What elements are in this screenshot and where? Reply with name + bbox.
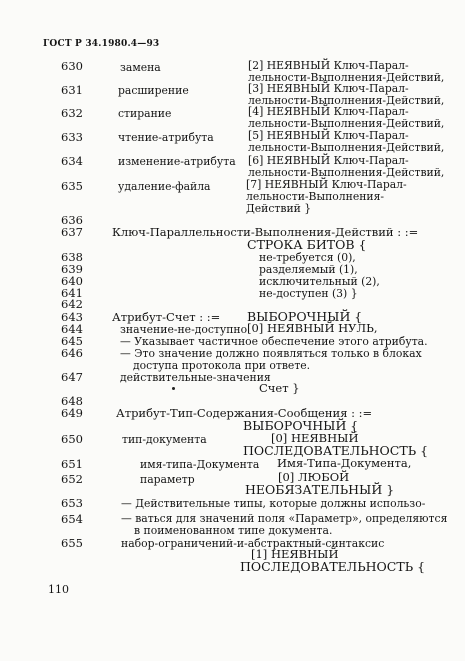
bit-value: исключительный (2), [259,275,380,288]
line-number: 649 [61,406,83,420]
line-number: 653 [61,496,83,510]
comment-text: — Это значение должно появляться только в блоках [120,347,422,360]
field-name: удаление-файла [118,180,211,193]
field-name: набор-ограничений-и-абстрактный-синтаксис [121,537,385,550]
comment-text: в поименованном типе документа. [134,524,333,537]
field-value: лельности-Выполнения- [246,190,385,203]
line-number: 631 [61,83,83,97]
line-number: 642 [61,297,83,311]
line-number: 655 [61,536,83,550]
type-definition: Ключ-Параллельности-Выполнения-Действий : := [112,225,419,239]
field-value: лельности-Выполнения-Действий, [248,94,445,107]
field-value: ПОСЛЕДОВАТЕЛЬНОСТЬ { [240,559,426,574]
field-name: действительные-значения [120,371,271,384]
bit-value: разделяемый (1), [259,263,358,276]
comment-text: — Действительные типы, которые должны использо- [121,497,426,510]
bit-value: не-требуется (0), [259,251,356,264]
page-number: 110 [48,583,69,596]
line-number: 641 [61,286,83,300]
line-number: 633 [61,130,83,144]
bullet-mark [172,387,175,390]
document-header: ГОСТ Р 34.1980.4—93 [43,39,160,49]
comment-text: — Указывает частичное обеспечение этого атрибута. [120,335,428,348]
line-number: 652 [61,472,83,486]
field-name: тип-документа [122,433,207,446]
field-value: [0] НЕЯВНЫЙ [271,431,359,445]
line-number: 651 [61,457,83,471]
field-value: [3] НЕЯВНЫЙ Ключ-Парал- [248,82,409,95]
field-value: лельности-Выполнения-Действий, [248,166,445,179]
bit-value: не-доступен (3) } [259,287,358,300]
type-definition: Атрибут-Счет : := [112,310,221,324]
field-name: стирание [118,107,172,120]
line-number: 647 [61,370,83,384]
field-name: расширение [118,84,189,97]
field-value: [2] НЕЯВНЫЙ Ключ-Парал- [248,59,409,72]
field-value: Имя-Типа-Документа, [277,456,412,470]
comment-text: доступа протокола при ответе. [133,359,311,372]
field-value: лельности-Выполнения-Действий, [248,117,445,130]
line-number: 632 [61,106,83,120]
field-name: параметр [140,473,195,486]
type-keyword: ВЫБОРОЧНЫЙ { [247,309,363,324]
field-name: замена [120,61,161,74]
type-keyword: СТРОКА БИТОВ { [247,237,367,252]
line-number: 645 [61,334,83,348]
line-number: 640 [61,274,83,288]
field-value: лельности-Выполнения-Действий, [248,71,445,84]
field-value: [5] НЕЯВНЫЙ Ключ-Парал- [248,129,409,142]
field-value: ПОСЛЕДОВАТЕЛЬНОСТЬ { [243,443,429,458]
field-value: [6] НЕЯВНЫЙ Ключ-Парал- [248,154,409,167]
field-value: НЕОБЯЗАТЕЛЬНЫЙ } [245,482,395,497]
field-name: чтение-атрибута [118,131,214,144]
type-keyword: ВЫБОРОЧНЫЙ { [243,418,359,433]
line-number: 630 [61,59,83,73]
field-value: [7] НЕЯВНЫЙ Ключ-Парал- [246,178,407,191]
line-number: 643 [61,310,83,324]
line-number: 635 [61,179,83,193]
field-value: [1] НЕЯВНЫЙ [251,547,339,561]
comment-text: — ваться для значений поля «Параметр», определяются [121,512,448,525]
field-value: [0] ЛЮБОЙ [278,470,350,484]
type-definition: Атрибут-Тип-Содержания-Сообщения : := [116,406,373,420]
field-value: [0] НЕЯВНЫЙ НУЛЬ, [247,321,378,335]
line-number: 648 [61,394,83,408]
field-value: лельности-Выполнения-Действий, [248,141,445,154]
field-name: изменение-атрибута [118,155,236,168]
field-name: имя-типа-Документа [140,458,260,471]
line-number: 637 [61,225,83,239]
field-value: Действий } [246,202,312,215]
line-number: 639 [61,262,83,276]
line-number: 634 [61,154,83,168]
line-number: 636 [61,213,83,227]
field-name: значение-не-доступно [120,323,248,336]
field-value: Счет } [259,381,300,395]
line-number: 654 [61,512,83,526]
field-value: [4] НЕЯВНЫЙ Ключ-Парал- [248,105,409,118]
line-number: 638 [61,250,83,264]
line-number: 646 [61,346,83,360]
line-number: 644 [61,322,83,336]
line-number: 650 [61,432,83,446]
